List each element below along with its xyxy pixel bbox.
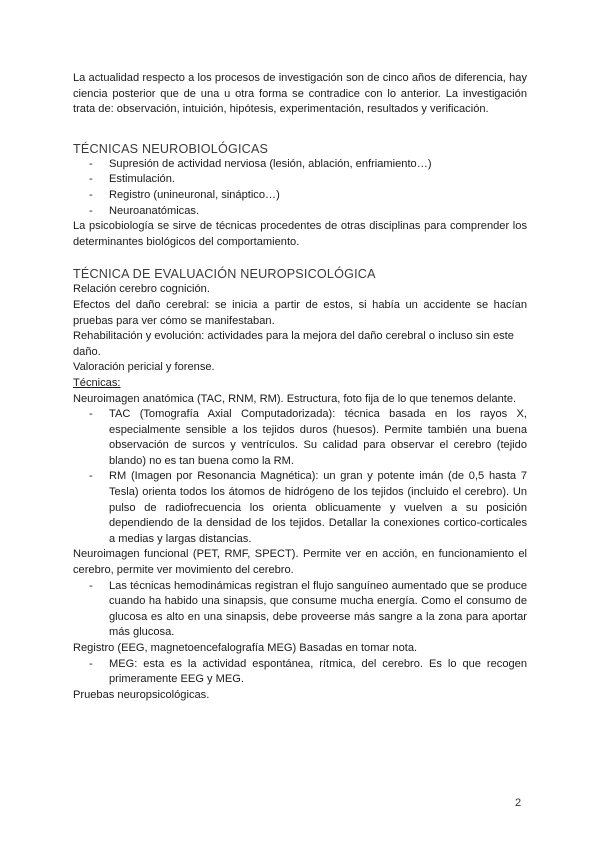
- neuroimagen-funcional: Neuroimagen funcional (PET, RMF, SPECT). Permite ver en acción, en funcionamiento el cerebro, permite ver movimiento del cerebro.: [73, 548, 527, 577]
- neurobiologicas-list: [73, 157, 527, 219]
- neuroimagen-anatomica: Neuroimagen anatómica (TAC, RNM, RM). Estructura, foto fija de lo que tenemos delante.: [73, 392, 517, 405]
- psicobiologia-paragraph: La psicobiología se sirve de técnicas procedentes de otras disciplinas para comprender los determinantes biológicos del comportamiento.: [73, 220, 527, 248]
- text-line: Rehabilitación y evolución: actividades para la mejora del daño cerebral o incluso sin este daño.: [73, 330, 514, 358]
- text-line: Valoración pericial y forense.: [73, 361, 215, 374]
- list-item: - TAC (Tomografía Axial Computadorizada): técnica basada en los rayos X, especialmente sensible a los tejidos duros (huesos). Permite también una buena observación de surcos y ventrículos. Su calidad para observar el cerebro (tejido blando) no es tan buena como la RM.: [73, 407, 527, 469]
- text-line: Relación cerebro cognición.: [73, 283, 210, 296]
- text-line: Efectos del daño cerebral: se inicia a partir de estos, si había un accidente se hacían pruebas para ver cómo se manifestaban.: [73, 298, 527, 327]
- registro-line: Registro (EEG, magnetoencefalografía MEG) Basadas en tomar nota.: [73, 642, 418, 654]
- section-heading-evaluacion: TÉCNICA DE EVALUACIÓN NEUROPSICOLÓGICA: [73, 267, 376, 282]
- pruebas-line: Pruebas neuropsicológicas.: [73, 688, 210, 701]
- list-item: - Registro (unineuronal, sináptico…): [73, 188, 527, 204]
- list-item: - Estimulación.: [73, 172, 527, 188]
- tecnicas-label: Técnicas:: [73, 376, 121, 389]
- list-item: - Las técnicas hemodinámicas registran el flujo sanguíneo aumentado que se produce cuando ha habido una sinapsis, que consume mucha energía. Como el consumo de glucosa es alto en una sinapsis, debe proveerse más sangre a la zona para aportar más glucosa.: [73, 579, 527, 641]
- list-item: - Supresión de actividad nerviosa (lesión, ablación, enfriamiento…): [73, 157, 527, 173]
- section-heading-neurobiologicas: TÉCNICAS NEUROBIOLÓGICAS: [73, 141, 269, 156]
- list-item: - MEG: esta es la actividad espontánea, rítmica, del cerebro. Es lo que recogen primeramente EEG y MEG.: [73, 657, 527, 688]
- list-item: - RM (Imagen por Resonancia Magnética): un gran y potente imán (de 0,5 hasta 7 Tesla) orienta todos los átomos de hidrógeno de los tejidos (incluido el cerebro). Un pulso de radiofrecuencia los orienta oblicuamente y vuelven a su posición dependiendo de la densidad de los tejidos. Detallar la conexiones cortico-corticales a medias y largas distancias.: [73, 469, 527, 547]
- registro-list: [73, 657, 527, 688]
- document-page: [73, 71, 527, 703]
- funcional-list: [73, 579, 527, 641]
- intro-paragraph: La actualidad respecto a los procesos de investigación son de cinco años de diferencia, hay ciencia posterior que de una u otra forma se contradice con lo anterior. La investigación trata de: observación, intuición, hipótesis, experimentación, resultados y verificación.: [73, 72, 527, 116]
- anatomica-list: [73, 407, 527, 547]
- list-item: - Neuroanatómicas.: [73, 204, 527, 220]
- page-number: 2: [515, 797, 522, 809]
